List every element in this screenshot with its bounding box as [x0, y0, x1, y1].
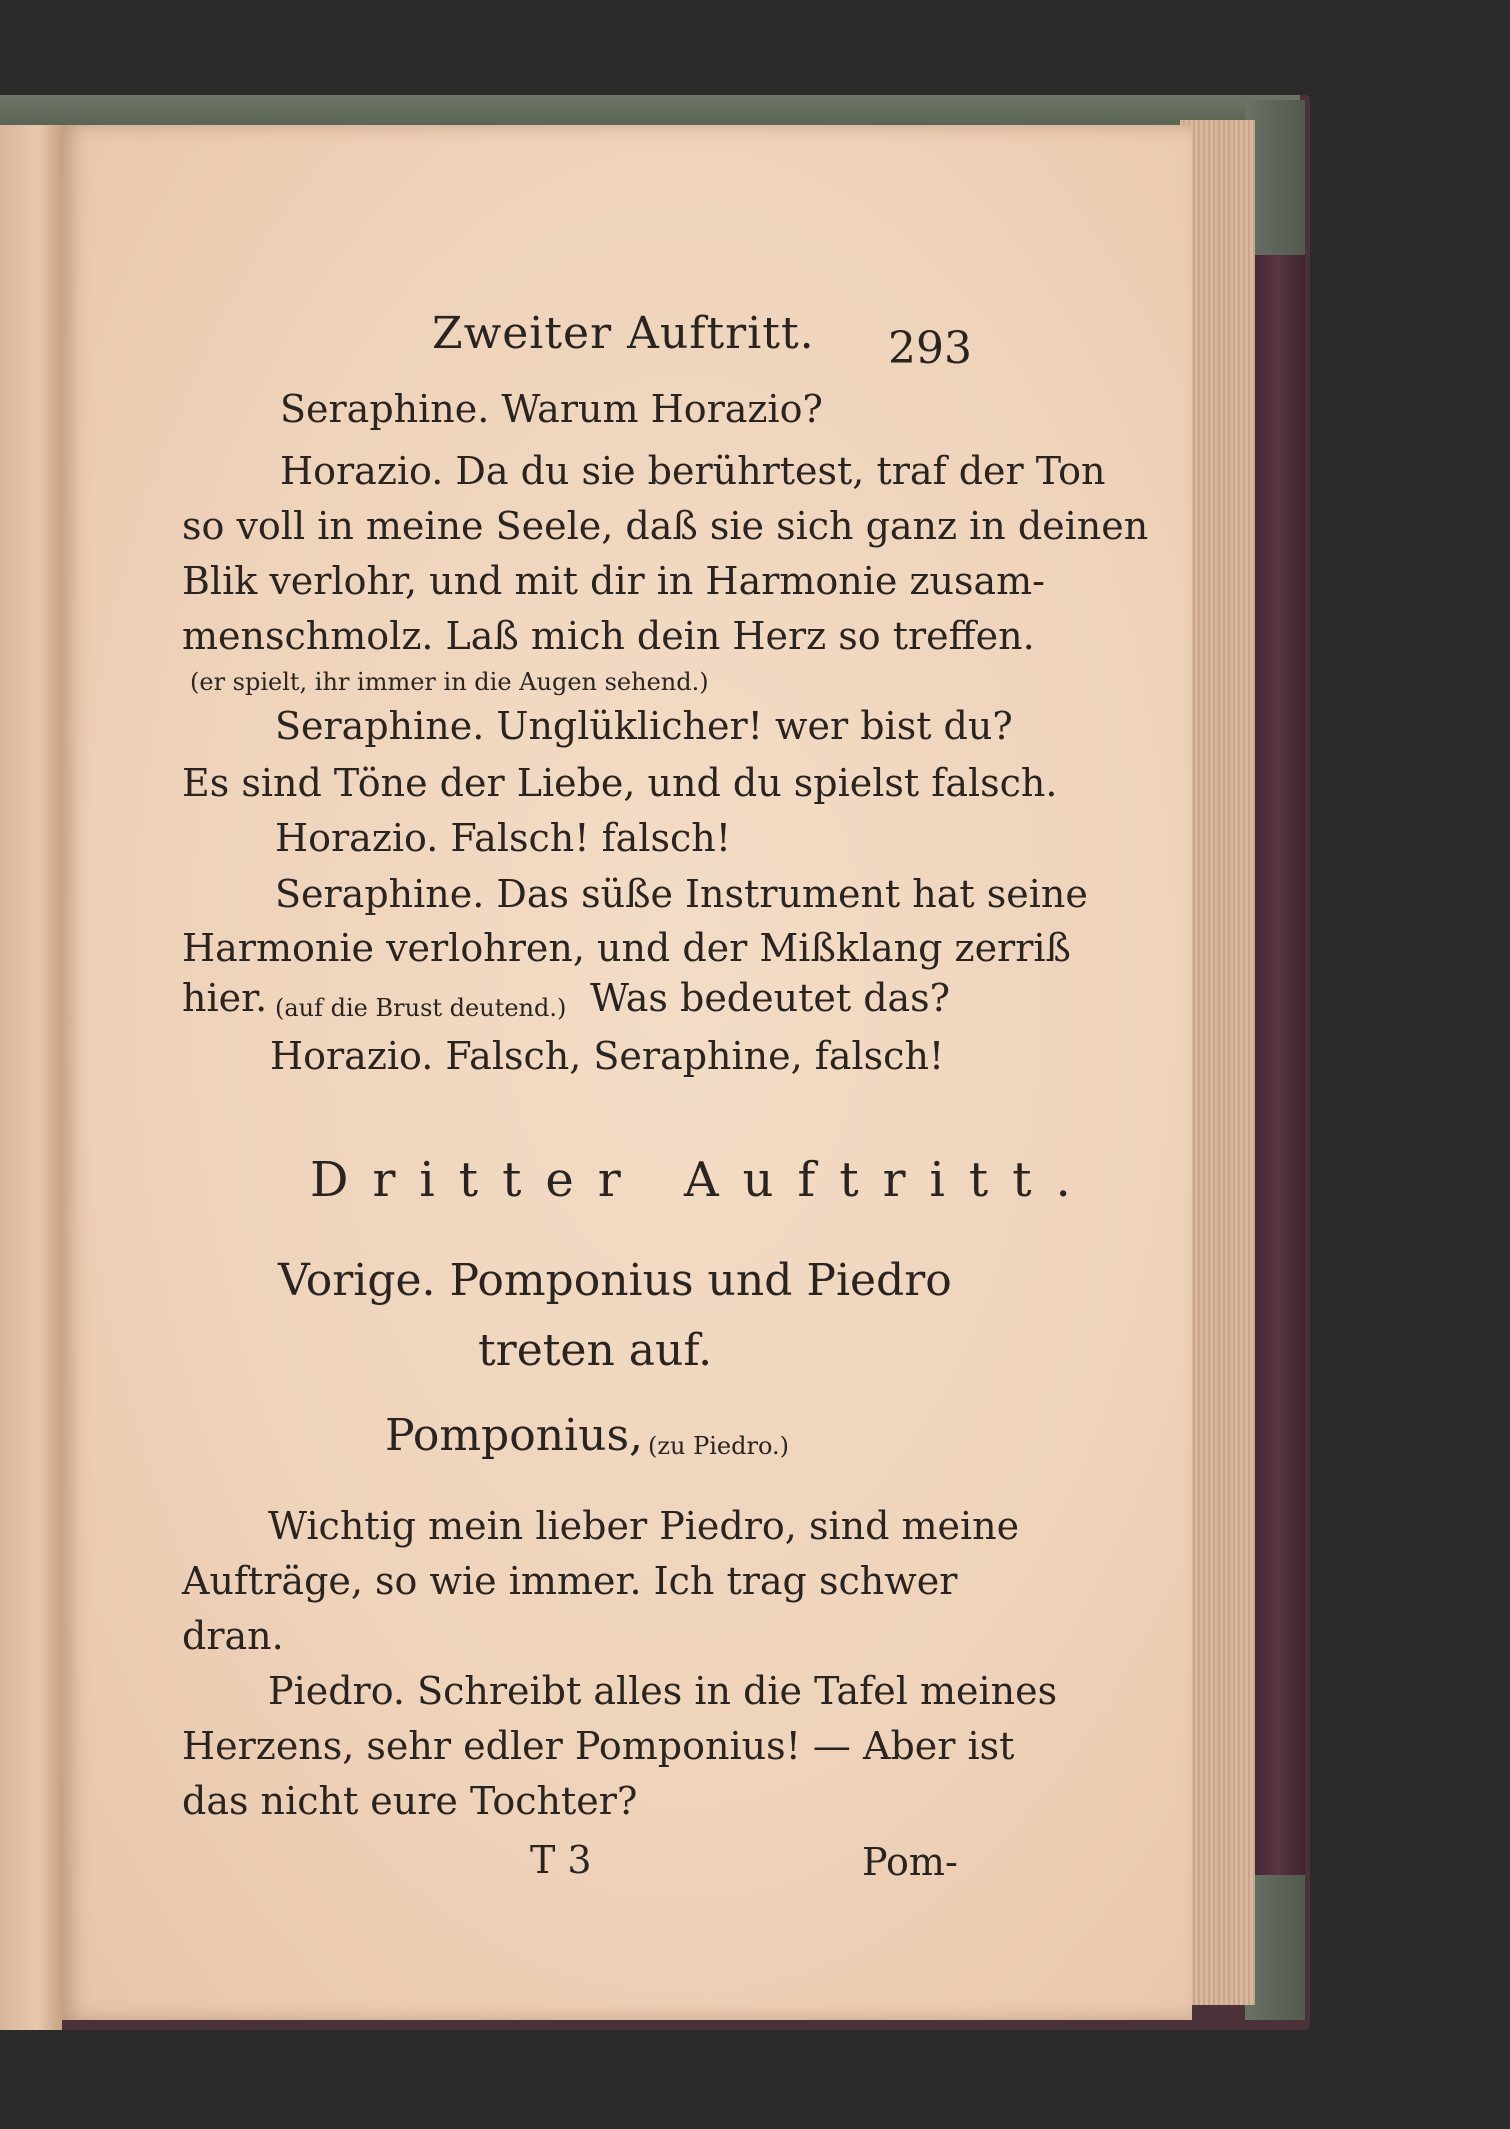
- text-line-start: hier.: [182, 976, 268, 1020]
- cast-line: treten auf.: [478, 1325, 713, 1376]
- stage-direction: (zu Piedro.): [648, 1432, 789, 1460]
- text-line: Aufträge, so wie immer. Ich trag schwer: [182, 1559, 958, 1603]
- text-line: menschmolz. Laß mich dein Herz so treffen.: [182, 614, 1035, 658]
- text-line: Horazio. Da du sie berührtest, traf der Ton: [280, 449, 1106, 493]
- stage-direction: (er spielt, ihr immer in die Augen sehend.): [190, 668, 709, 696]
- text-line: Blik verlohr, und mit dir in Harmonie zusam-: [182, 559, 1046, 603]
- text-line: Seraphine. Das süße Instrument hat seine: [275, 872, 1088, 916]
- text-line: Wichtig mein lieber Piedro, sind meine: [268, 1504, 1020, 1548]
- scene-heading: Dritter Auftritt.: [310, 1152, 1095, 1208]
- text-line: Seraphine. Unglüklicher! wer bist du?: [275, 704, 1013, 748]
- running-title: Zweiter Auftritt.: [432, 308, 815, 359]
- text-line: Horazio. Falsch, Seraphine, falsch!: [270, 1034, 945, 1078]
- signature-mark: T 3: [530, 1838, 592, 1882]
- text-line: Harmonie verlohren, und der Mißklang zerriß: [182, 926, 1071, 970]
- text-line: dran.: [182, 1614, 284, 1658]
- text-line: Horazio. Falsch! falsch!: [275, 816, 731, 860]
- text-line: Seraphine. Warum Horazio?: [280, 387, 823, 431]
- text-line: Herzens, sehr edler Pomponius! — Aber ist: [182, 1724, 1015, 1768]
- speaker-name: Pomponius,: [385, 1410, 644, 1461]
- text-line-end: Was bedeutet das?: [590, 976, 951, 1020]
- text-line: das nicht eure Tochter?: [182, 1779, 638, 1823]
- page-number: 293: [888, 323, 972, 374]
- cast-line: Vorige. Pomponius und Piedro: [278, 1255, 952, 1306]
- text-line: so voll in meine Seele, daß sie sich ganz in deinen: [182, 504, 1149, 548]
- catchword: Pom-: [862, 1840, 958, 1884]
- text-line: Es sind Töne der Liebe, und du spielst falsch.: [182, 761, 1058, 805]
- cover-leather-spine: [1250, 255, 1305, 1875]
- stage-direction: (auf die Brust deutend.): [275, 994, 567, 1022]
- text-line: Piedro. Schreibt alles in die Tafel meines: [268, 1669, 1058, 1713]
- facing-page-edge: [0, 125, 62, 2030]
